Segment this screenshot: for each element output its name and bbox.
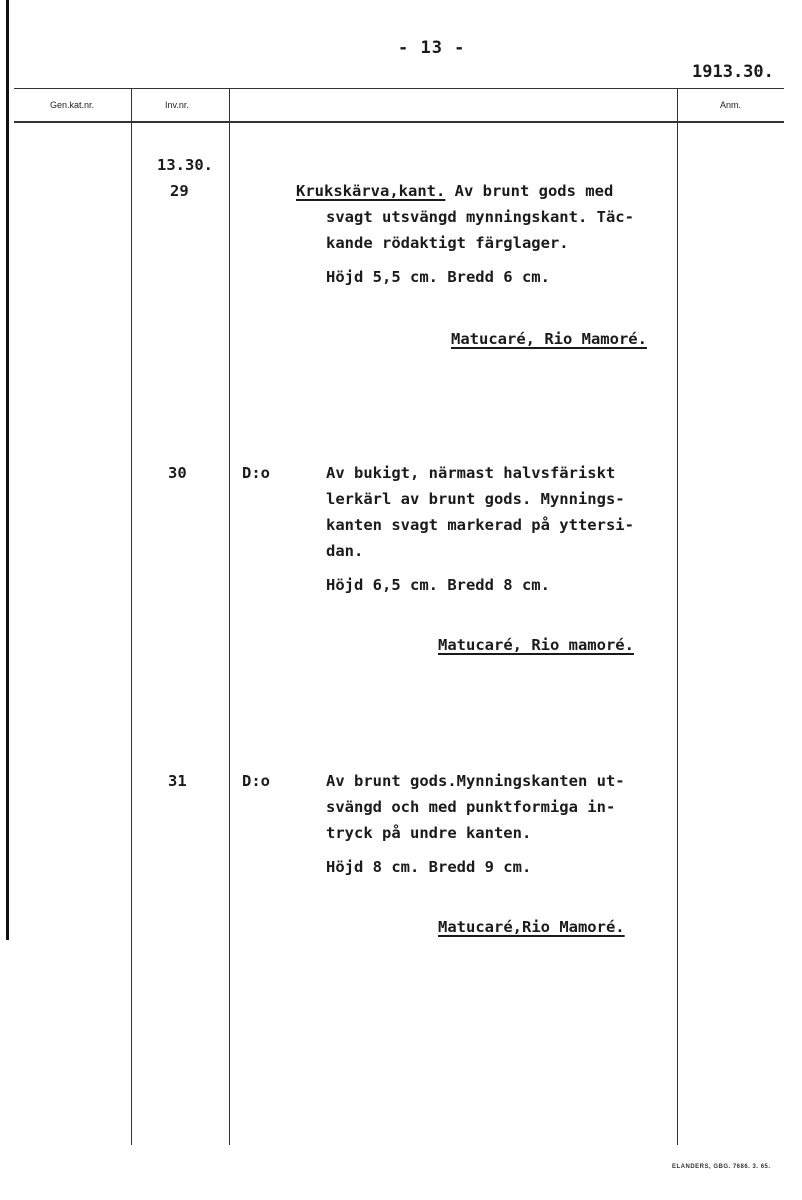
- column-header-anm: Anm.: [720, 100, 742, 110]
- column-header-inv: Inv.nr.: [165, 100, 189, 110]
- page-number: - 13 -: [398, 38, 466, 58]
- inv-number: 30: [168, 464, 187, 482]
- printer-footer: ELANDERS, GBG. 7686. 3. 65.: [672, 1164, 771, 1170]
- column-header-gen-kat: Gen.kat.nr.: [50, 100, 95, 110]
- column-divider-1: [131, 88, 132, 1145]
- column-divider-2: [229, 88, 230, 1145]
- entry-description-line: Av brunt gods.Mynningskanten ut-: [326, 772, 625, 790]
- entry-description-line: svängd och med punktformiga in-: [326, 798, 616, 816]
- header-top-rule: [14, 88, 784, 89]
- entry-measurements: Höjd 5,5 cm. Bredd 6 cm.: [326, 268, 550, 286]
- entry-description-line: dan.: [326, 542, 364, 560]
- inv-number: 29: [170, 182, 189, 200]
- catalog-id: 1913.30.: [692, 62, 774, 82]
- entry-description-line: lerkärl av brunt gods. Mynnings-: [326, 490, 625, 508]
- entry-description-start: Av brunt gods med: [445, 182, 614, 200]
- entry-title: Krukskärva,kant.: [296, 182, 446, 200]
- entry-locality: Matucaré, Rio mamoré.: [438, 636, 634, 654]
- ditto-mark: D:o: [242, 464, 270, 482]
- column-divider-3: [677, 88, 678, 1145]
- entry-description-line: kanten svagt markerad på yttersi-: [326, 516, 634, 534]
- series-prefix: 13.30.: [157, 156, 213, 174]
- entry-measurements: Höjd 8 cm. Bredd 9 cm.: [326, 858, 532, 876]
- entry-measurements: Höjd 6,5 cm. Bredd 8 cm.: [326, 576, 550, 594]
- entry-locality: Matucaré,Rio Mamoré.: [438, 918, 625, 936]
- inv-number: 31: [168, 772, 187, 790]
- entry-description-line: Av bukigt, närmast halvsfäriskt: [326, 464, 616, 482]
- header-bottom-rule: [14, 121, 784, 123]
- ditto-mark: D:o: [242, 772, 270, 790]
- binding-strip: [6, 0, 9, 940]
- entry-description-first-line: [296, 178, 613, 204]
- entry-description-line: svagt utsvängd mynningskant. Täc-: [326, 208, 634, 226]
- entry-description-line: tryck på undre kanten.: [326, 824, 532, 842]
- entry-locality: Matucaré, Rio Mamoré.: [451, 330, 647, 348]
- entry-description-line: kande rödaktigt färglager.: [326, 234, 569, 252]
